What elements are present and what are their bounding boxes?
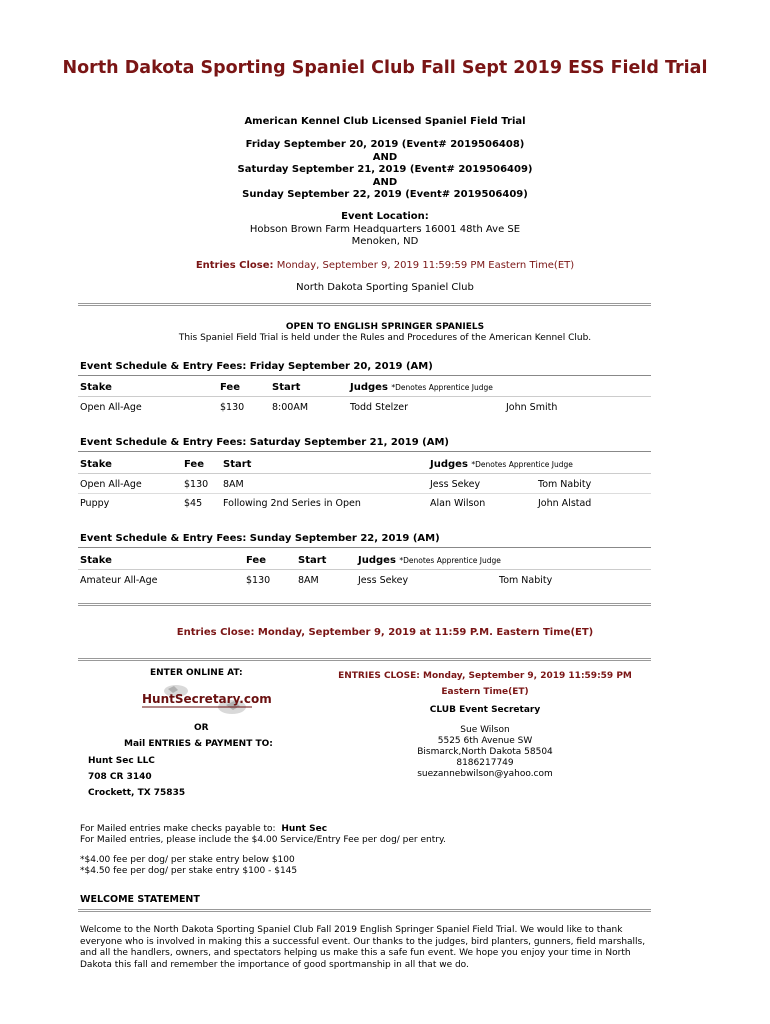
entries-close-line1: ENTRIES CLOSE: Monday, September 9, 2019 11:59:59 PM bbox=[338, 671, 632, 681]
secretary-city: Bismarck,North Dakota 58504 bbox=[417, 747, 553, 757]
judges-label: Judges bbox=[350, 382, 388, 393]
welcome-heading: WELCOME STATEMENT bbox=[80, 894, 200, 905]
page-title: North Dakota Sporting Spaniel Club Fall Sept 2019 ESS Field Trial bbox=[62, 58, 708, 78]
fee-line: *$4.00 fee per dog/ per stake entry below $100 bbox=[80, 855, 295, 865]
divider bbox=[78, 451, 651, 452]
open-to-text: This Spaniel Field Trial is held under the Rules and Procedures of the American Kennel Club. bbox=[178, 333, 592, 343]
stake-cell: Puppy bbox=[80, 498, 110, 509]
saturday-schedule-title: Event Schedule & Entry Fees: Saturday September 21, 2019 (AM) bbox=[80, 437, 449, 448]
subtitle: American Kennel Club Licensed Spaniel Field Trial bbox=[244, 116, 526, 127]
divider bbox=[78, 303, 651, 306]
col-start: Start bbox=[223, 459, 252, 470]
payment-line1 bbox=[80, 824, 446, 835]
secretary-email-link[interactable]: suezannebwilson@yahoo.com bbox=[417, 769, 553, 779]
start-cell: 8AM bbox=[298, 575, 319, 586]
secretary-label: CLUB Event Secretary bbox=[429, 705, 541, 715]
huntsecretary-logo[interactable] bbox=[140, 683, 272, 715]
table-row bbox=[80, 402, 142, 413]
secretary-address: 5525 6th Avenue SW bbox=[437, 736, 533, 746]
apprentice-note: *Denotes Apprentice Judge bbox=[471, 460, 573, 469]
col-fee: Fee bbox=[246, 555, 266, 566]
date-sunday: Sunday September 22, 2019 (Event# 2019506409) bbox=[242, 189, 528, 200]
entries-close-banner: Entries Close: Monday, September 9, 2019 at 11:59 P.M. Eastern Time(ET) bbox=[176, 627, 594, 638]
divider bbox=[78, 658, 651, 661]
mail-address-line: 708 CR 3140 bbox=[88, 772, 152, 782]
col-judges bbox=[350, 382, 493, 393]
col-judges bbox=[430, 459, 573, 470]
and-1: AND bbox=[372, 151, 398, 163]
col-start: Start bbox=[272, 382, 301, 393]
event-location bbox=[60, 211, 710, 249]
divider bbox=[78, 603, 651, 606]
secretary-name: Sue Wilson bbox=[460, 725, 510, 735]
payment-prefix: For Mailed entries make checks payable to: bbox=[80, 824, 276, 834]
divider bbox=[78, 569, 651, 570]
col-stake: Stake bbox=[80, 555, 112, 566]
divider bbox=[78, 375, 651, 376]
judge-cell: John Alstad bbox=[538, 498, 592, 509]
apprentice-note: *Denotes Apprentice Judge bbox=[399, 556, 501, 565]
entries-close-label: Entries Close: bbox=[195, 260, 274, 271]
stake-cell: Amateur All-Age bbox=[80, 575, 158, 586]
judge-cell: Todd Stelzer bbox=[350, 402, 409, 413]
apprentice-note: *Denotes Apprentice Judge bbox=[391, 383, 493, 392]
fee-cell: $130 bbox=[220, 402, 245, 413]
judge-cell: Jess Sekey bbox=[358, 575, 409, 586]
mail-address-line: Crockett, TX 75835 bbox=[88, 788, 186, 798]
payment-line2: For Mailed entries, please include the $4.00 Service/Entry Fee per dog/ per entry. bbox=[80, 835, 446, 845]
date-saturday: Saturday September 21, 2019 (Event# 2019506409) bbox=[237, 164, 533, 175]
col-judges bbox=[358, 555, 501, 566]
fee-cell: $130 bbox=[246, 575, 271, 586]
entries-close-box bbox=[330, 668, 640, 700]
location-label: Event Location: bbox=[341, 211, 429, 222]
divider bbox=[78, 909, 651, 912]
or-label: OR bbox=[194, 723, 209, 733]
and-2: AND bbox=[372, 176, 398, 188]
col-stake: Stake bbox=[80, 382, 112, 393]
col-fee: Fee bbox=[220, 382, 240, 393]
payee: Hunt Sec bbox=[281, 824, 328, 834]
divider bbox=[78, 547, 651, 548]
entries-close-header bbox=[60, 260, 710, 271]
judge-cell: Alan Wilson bbox=[430, 498, 486, 509]
col-fee: Fee bbox=[184, 459, 204, 470]
location-line2: Menoken, ND bbox=[351, 236, 419, 247]
entries-close-line2: Eastern Time(ET) bbox=[441, 687, 529, 697]
logo-graphic bbox=[140, 683, 272, 715]
divider bbox=[78, 396, 651, 397]
start-cell: 8AM bbox=[223, 479, 244, 490]
location-line1: Hobson Brown Farm Headquarters 16001 48th Ave SE bbox=[249, 223, 521, 235]
stake-cell: Open All-Age bbox=[80, 479, 142, 490]
fee-cell: $45 bbox=[184, 498, 203, 509]
fee-cell: $130 bbox=[184, 479, 209, 490]
club-name: North Dakota Sporting Spaniel Club bbox=[296, 282, 474, 293]
judges-label: Judges bbox=[358, 555, 396, 566]
secretary-info bbox=[330, 725, 640, 780]
stake-cell: Open All-Age bbox=[80, 402, 142, 413]
judge-cell: Tom Nabity bbox=[499, 575, 553, 586]
judge-cell: Tom Nabity bbox=[538, 479, 592, 490]
mail-label: Mail ENTRIES & PAYMENT TO: bbox=[124, 739, 273, 749]
judge-cell: Jess Sekey bbox=[430, 479, 481, 490]
mail-address bbox=[88, 753, 185, 801]
secretary-phone: 8186217749 bbox=[456, 758, 514, 768]
welcome-text: Welcome to the North Dakota Sporting Spaniel Club Fall 2019 English Springer Spaniel Field Trial. We would like to thank everyone who is involved in making this a successful event. Our thanks to the judges, bird planters, gunners, field marshalls, and all the handlers, owners, and spectators helping us make this a safe fun event. We hope you enjoy your time in North Dakota this fall and remember the importance of good sportmanship in all that we do. bbox=[80, 925, 646, 970]
col-start: Start bbox=[298, 555, 327, 566]
entries-close-value: Monday, September 9, 2019 11:59:59 PM Eastern Time(ET) bbox=[276, 260, 575, 271]
mail-address-line: Hunt Sec LLC bbox=[88, 756, 155, 766]
logo-text: HuntSecretary.com bbox=[142, 692, 272, 706]
payment-info bbox=[80, 824, 446, 877]
judge-cell: John Smith bbox=[506, 402, 558, 413]
start-cell: 8:00AM bbox=[272, 402, 309, 413]
divider bbox=[78, 473, 651, 474]
event-dates bbox=[60, 139, 710, 202]
col-stake: Stake bbox=[80, 459, 112, 470]
open-to-heading: OPEN TO ENGLISH SPRINGER SPANIELS bbox=[285, 322, 485, 332]
sunday-schedule-title: Event Schedule & Entry Fees: Sunday September 22, 2019 (AM) bbox=[80, 533, 440, 544]
enter-online-label: ENTER ONLINE AT: bbox=[150, 668, 243, 678]
judges-label: Judges bbox=[430, 459, 468, 470]
friday-schedule-title: Event Schedule & Entry Fees: Friday September 20, 2019 (AM) bbox=[80, 361, 433, 372]
fee-line: *$4.50 fee per dog/ per stake entry $100 - $145 bbox=[80, 866, 298, 876]
date-friday: Friday September 20, 2019 (Event# 2019506408) bbox=[245, 139, 525, 150]
divider bbox=[78, 493, 651, 494]
start-cell: Following 2nd Series in Open bbox=[223, 498, 361, 509]
